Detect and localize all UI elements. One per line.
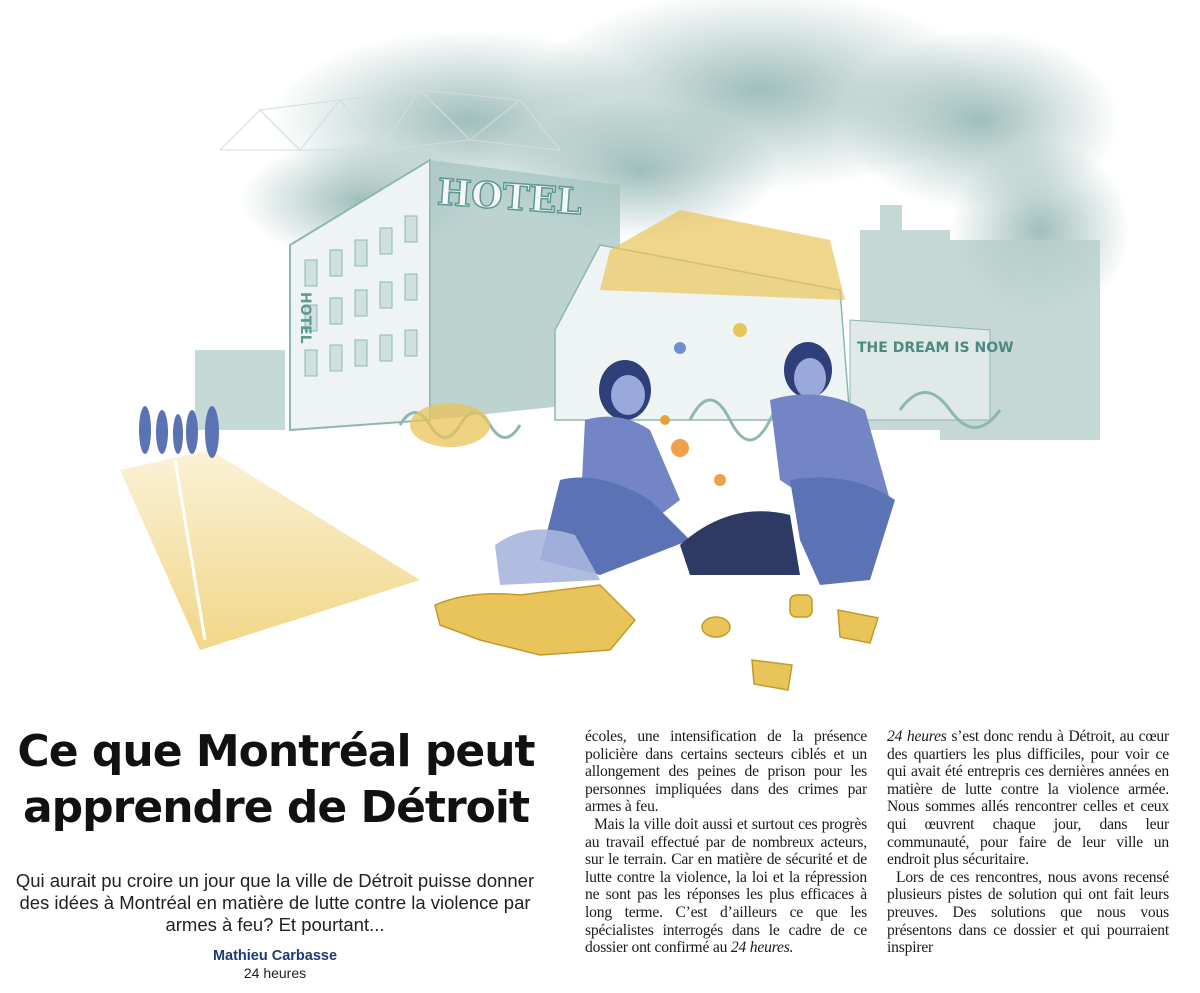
col2-paragraph-1-emphasis: 24 heures bbox=[887, 728, 947, 745]
hotel-sign-large: HOTEL bbox=[435, 171, 584, 224]
dek-summary: Qui aurait pu croire un jour que la ville de Détroit puisse donner des idées à Montréal en matière de lutte contre la violence par armes à feu? Et pourtant... bbox=[15, 870, 535, 935]
col1-paragraph-2-text: Mais la ville doit aussi et surtout ces progrès au travail effectué par de nombreux acteurs, sur le terrain. Car en matière de sécurité et de lutte contre la violence, la loi et la répression ne sont pas les réponses les plus efficaces à long terme. C’est d’ailleurs ce que les spécialistes interrogés dans le cadre de ce dossier ont confirmé au bbox=[585, 815, 867, 957]
road bbox=[120, 450, 420, 650]
col2-paragraph-1 bbox=[887, 728, 1169, 869]
yellow-smoke-patch bbox=[410, 403, 490, 447]
body-column-1 bbox=[585, 728, 867, 993]
col1-paragraph-2-emphasis: 24 heures. bbox=[730, 939, 794, 957]
gold-debris bbox=[435, 585, 878, 690]
col1-paragraph-2 bbox=[585, 816, 867, 957]
author-name: Mathieu Carbasse bbox=[212, 948, 338, 964]
headline-line-2: apprendre de Détroit bbox=[22, 782, 529, 833]
hotel-sign-vertical: HOTEL bbox=[297, 292, 313, 344]
outlet-name: 24 heures bbox=[243, 965, 307, 981]
col2-paragraph-2: Lors de ces rencontres, nous avons recensé plusieurs pistes de solution qui ont fait leurs preuves. Des solutions que nous vous présentons dans ce dossier et qui pourraient inspirer bbox=[887, 868, 1169, 957]
col1-paragraph-1: écoles, une intensification de la présence policière dans certains secteurs ciblés et un allongement des peines de prison pour les personnes impliquées dans des crimes par armes à feu. bbox=[585, 728, 867, 816]
col2-paragraph-1-text: s’est donc rendu à Détroit, au cœur des quartiers les plus difficiles, pour voir ce qui avait été entrepris ces dernières années en matière de lutte contre la violence armée. Nous sommes allés rencontrer celles et ceux qui œuvrent chaque jour, dans leur communauté, pour faire de leur ville un endroit plus sécuritaire. bbox=[887, 728, 1169, 869]
mural-sign: THE DREAM IS NOW bbox=[857, 340, 1014, 356]
headline bbox=[0, 724, 552, 836]
headline-line-1: Ce que Montréal peut bbox=[17, 726, 535, 777]
body-column-2 bbox=[887, 728, 1169, 993]
byline bbox=[140, 947, 410, 982]
